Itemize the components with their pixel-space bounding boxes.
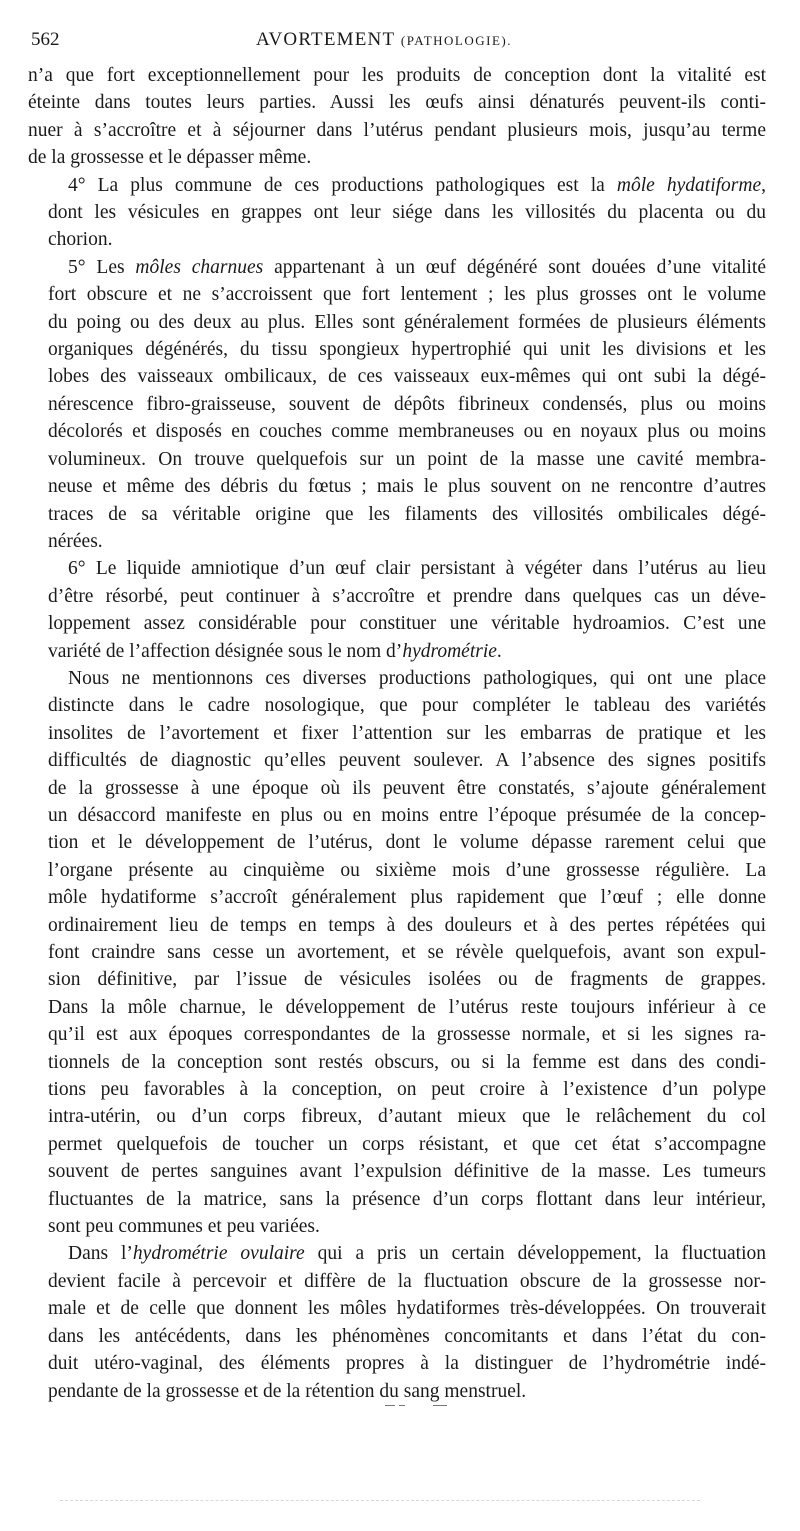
text-line: neuse et même des débris du fœtus ; mais le plus souvent on ne rencontre d’autres bbox=[48, 476, 766, 498]
text-line: éteinte dans toutes leurs parties. Aussi les œufs ainsi dénaturés peuvent-ils conti- bbox=[28, 92, 766, 114]
document-page bbox=[28, 0, 767, 1402]
text-line: un désaccord manifeste en plus ou en moins entre l’époque présumée de la concep- bbox=[48, 804, 766, 826]
text-line: fluctuantes de la matrice, sans la présence d’un corps flottant dans leur intérieur, bbox=[48, 1188, 766, 1210]
text-line: lobes des vaisseaux ombilicaux, de ces vaisseaux eux-mêmes qui ont subi la dégé- bbox=[48, 366, 766, 388]
text-line: male et de celle que donnent les môles hydatiformes très-développées. On trouverait bbox=[48, 1298, 766, 1320]
text-line: môle hydatiforme s’accroît généralement plus rapidement que l’œuf ; elle donne bbox=[48, 887, 766, 909]
text-line: devient facile à percevoir et diffère de la fluctuation obscure de la grossesse nor- bbox=[48, 1270, 766, 1292]
text-line: d’être résorbé, peut continuer à s’accroître et prendre dans quelques cas un déve- bbox=[48, 585, 766, 607]
text-line: Nous ne mentionnons ces diverses productions pathologiques, qui ont une place bbox=[68, 667, 766, 689]
italic-term: hydrométrie bbox=[402, 640, 497, 662]
footer-smudge bbox=[60, 1500, 700, 1504]
text-segment: . bbox=[496, 640, 502, 662]
paragraph bbox=[28, 1240, 766, 1404]
text-line: 6° Le liquide amniotique d’un œuf clair persistant à végéter dans l’utérus au lieu bbox=[68, 558, 766, 580]
text-line: du poing ou des deux au plus. Elles sont généralement formées de plusieurs éléments bbox=[48, 311, 766, 333]
text-line bbox=[28, 172, 766, 199]
text-line bbox=[28, 638, 766, 665]
text-line bbox=[28, 254, 766, 281]
italic-term: môles charnues bbox=[135, 256, 264, 278]
text-line: souvent de pertes sanguines avant l’expulsion définitive de la masse. Les tumeurs bbox=[48, 1161, 766, 1183]
text-line: duit utéro-vaginal, des éléments propres à la distinguer de l’hydrométrie indé- bbox=[48, 1353, 766, 1375]
text-line: insolites de l’avortement et fixer l’attention sur les embarras de pratique et les bbox=[48, 722, 766, 744]
section-ornament bbox=[385, 1402, 455, 1410]
text-line: tion et le développement de l’utérus, dont le volume dépasse rarement celui que bbox=[48, 832, 766, 854]
text-segment: appartenant à un œuf dégénéré sont douées d’une vitalité bbox=[263, 256, 766, 278]
text-line: distincte dans le cadre nosologique, que pour compléter le tableau des variétés bbox=[48, 695, 766, 717]
text-line: nérescence fibro-graisseuse, souvent de dépôts fibrineux condensés, plus ou moins bbox=[48, 393, 766, 415]
text-segment: qui a pris un certain développement, la fluctuation bbox=[304, 1243, 766, 1265]
text-line: chorion. bbox=[48, 229, 113, 251]
text-line: de la grossesse à une époque où ils peuvent être constatés, s’ajoute généralement bbox=[48, 777, 766, 799]
page-number: 562 bbox=[31, 29, 60, 50]
text-line: sion définitive, par l’issue de vésicules isolées ou de fragments de grappes. bbox=[48, 969, 766, 991]
text-line: permet quelquefois de toucher un corps résistant, et que cet état s’accompagne bbox=[48, 1133, 766, 1155]
paragraph bbox=[28, 172, 766, 254]
text-line: tions peu favorables à la conception, on peut croire à l’existence d’un polype bbox=[48, 1079, 766, 1101]
text-line: qu’il est aux époques correspondantes de la grossesse normale, et si les signes ra- bbox=[48, 1024, 766, 1046]
text-segment: variété de l’affection désignée sous le nom d’ bbox=[48, 640, 403, 662]
text-line: n’a que fort exceptionnellement pour les produits de conception dont la vitalité est bbox=[28, 65, 766, 86]
text-line: décolorés et disposés en couches comme membraneuses ou en noyaux plus ou moins bbox=[48, 421, 766, 443]
text-line: pendante de la grossesse et de la rétention du sang menstruel. bbox=[48, 1380, 527, 1402]
paragraph bbox=[28, 665, 766, 1241]
running-header bbox=[28, 0, 766, 52]
text-segment: , bbox=[761, 174, 767, 196]
text-line: fort obscure et ne s’accroissent que fort lentement ; les plus grosses ont le volume bbox=[48, 284, 766, 306]
paragraph bbox=[28, 555, 766, 665]
text-line: de la grossesse et le dépasser même. bbox=[28, 147, 312, 169]
text-line: Dans la môle charnue, le développement de l’utérus reste toujours inférieur à ce bbox=[48, 996, 766, 1018]
text-line: nuer à s’accroître et à séjourner dans l’utérus pendant plusieurs mois, jusqu’au terme bbox=[28, 119, 766, 141]
running-title-main: AVORTEMENT bbox=[256, 29, 395, 50]
text-line: intra-utérin, ou d’un corps fibreux, d’autant mieux que le relâchement du col bbox=[48, 1106, 766, 1128]
text-segment: 5° Les bbox=[68, 256, 136, 278]
text-line: tionnels de la conception sont restés obscurs, ou si la femme est dans des condi- bbox=[48, 1051, 766, 1073]
text-line: dont les vésicules en grappes ont leur siége dans les villosités du placenta ou du bbox=[48, 202, 766, 224]
running-title-subtitle: (PATHOLOGIE). bbox=[400, 33, 513, 48]
text-line: difficultés de diagnostic qu’elles peuvent soulever. A l’absence des signes positifs bbox=[48, 750, 766, 772]
text-line: font craindre sans cesse un avortement, et se révèle quelquefois, avant son expul- bbox=[48, 942, 766, 963]
italic-term: hydrométrie ovulaire bbox=[132, 1243, 305, 1265]
body-text bbox=[28, 62, 766, 1405]
paragraph bbox=[28, 62, 766, 172]
text-line: ordinairement lieu de temps en temps à des douleurs et à des pertes répétées qui bbox=[48, 914, 766, 936]
text-line: sont peu communes et peu variées. bbox=[48, 1216, 320, 1238]
text-segment: Dans l’ bbox=[68, 1243, 133, 1265]
italic-term: môle hydatiforme bbox=[616, 174, 762, 196]
text-segment: 4° La plus commune de ces productions pathologiques est la bbox=[68, 174, 617, 196]
text-line: traces de sa véritable origine que les filaments des villosités ombilicales dégé- bbox=[48, 503, 766, 525]
text-line: loppement assez considérable pour constituer une véritable hydroamios. C’est une bbox=[48, 613, 766, 635]
paragraph bbox=[28, 254, 766, 555]
text-line: dans les antécédents, dans les phénomènes concomitants et dans l’état du con- bbox=[48, 1325, 766, 1347]
text-line: l’organe présente au cinquième ou sixième mois d’une grossesse régulière. La bbox=[48, 859, 766, 881]
text-line: volumineux. On trouve quelquefois sur un point de la masse une cavité membra- bbox=[48, 448, 766, 470]
running-title bbox=[256, 28, 512, 53]
text-line: nérées. bbox=[48, 530, 103, 552]
text-line: organiques dégénérés, du tissu spongieux hypertrophié qui unit les divisions et les bbox=[48, 339, 766, 361]
text-line bbox=[28, 1240, 766, 1267]
